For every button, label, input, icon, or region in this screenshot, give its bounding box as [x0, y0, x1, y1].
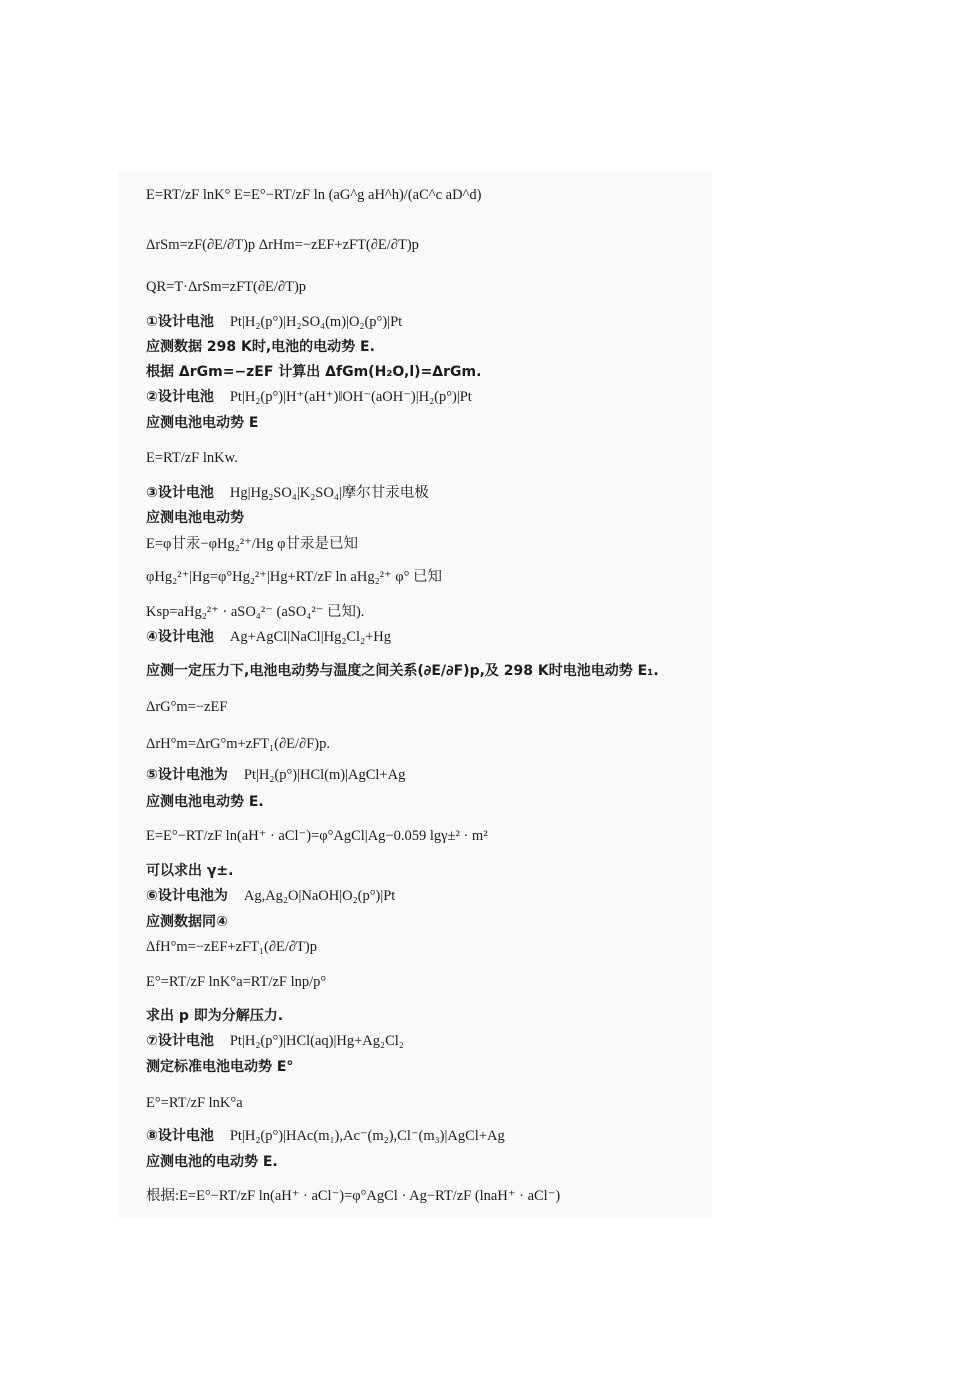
cell-notation: Pt|H₂(p°)|H⁺(aH⁺)‖OH⁻(aOH⁻)|H₂(p°)|Pt — [229, 389, 472, 405]
section-8-heading — [146, 1127, 505, 1145]
formula-line: E°=RT/zF lnK°a=RT/zF lnp/p° — [146, 974, 327, 990]
section-label: ①设计电池 — [146, 314, 214, 330]
formula-line-2: ΔrSm=zF(∂E/∂T)p ΔrHm=−zEF+zFT(∂E/∂T)p — [146, 237, 419, 253]
formula-line-1: E=RT/zF lnK° E=E°−RT/zF ln (aG^g aH^h)/(aC^c aD^d) — [146, 187, 482, 203]
formula-line: Ksp=aHg₂²⁺ · aSO₄²⁻ (aSO₄²⁻ 已知). — [146, 604, 365, 620]
text-line: 应测电池的电动势 E. — [146, 1154, 278, 1170]
text-line: 测定标准电池电动势 E° — [146, 1059, 294, 1075]
section-label: ⑥设计电池为 — [146, 888, 228, 904]
formula-line: E=E°−RT/zF ln(aH⁺ · aCl⁻)=φ°AgCl|Ag−0.059 lgγ±² · m² — [146, 828, 488, 844]
section-7-heading — [146, 1032, 404, 1050]
formula-line: ΔrH°m=ΔrG°m+zFT₁(∂E/∂F)p. — [146, 736, 330, 752]
section-label: ④设计电池 — [146, 629, 214, 645]
formula-line-3: QR=T·ΔrSm=zFT(∂E/∂T)p — [146, 279, 307, 295]
text-line: 应测电池电动势 E — [146, 415, 259, 431]
formula-line: ΔrG°m=−zEF — [146, 699, 228, 715]
cell-notation: Hg|Hg₂SO₄|K₂SO₄|摩尔甘汞电极 — [229, 485, 429, 501]
cell-notation: Pt|H₂(p°)|H₂SO₄(m)|O₂(p°)|Pt — [229, 314, 403, 330]
text-line: 应测数据 298 K时,电池的电动势 E. — [146, 339, 375, 355]
text-line: 根据 ΔrGm=−zEF 计算出 ΔfGm(H₂O,l)=ΔrGm. — [146, 364, 482, 380]
section-label: ⑤设计电池为 — [146, 767, 228, 783]
text-line: 求出 p 即为分解压力. — [146, 1008, 284, 1024]
section-3-heading — [146, 484, 429, 502]
cell-notation: Ag+AgCl|NaCl|Hg₂Cl₂+Hg — [229, 629, 392, 645]
text-line: 应测电池电动势 E. — [146, 794, 264, 810]
text-line: 应测电池电动势 — [146, 510, 244, 526]
section-label: ③设计电池 — [146, 485, 214, 501]
section-1-heading — [146, 313, 402, 331]
formula-line: E=RT/zF lnKw. — [146, 450, 238, 466]
cell-notation: Pt|H₂(p°)|HCl(aq)|Hg+Ag₂Cl₂ — [229, 1033, 404, 1049]
section-label: ②设计电池 — [146, 389, 214, 405]
formula-line: E°=RT/zF lnK°a — [146, 1095, 243, 1111]
section-5-heading — [146, 766, 405, 784]
text-line: 可以求出 γ±. — [146, 863, 234, 879]
section-label: ⑦设计电池 — [146, 1033, 214, 1049]
section-4-heading — [146, 628, 391, 646]
text-line: 应测数据同④ — [146, 914, 228, 930]
formula-line: E=φ甘汞−φHg₂²⁺/Hg φ甘汞是已知 — [146, 536, 358, 552]
cell-notation: Pt|H₂(p°)|HAc(m₁),Ac⁻(m₂),Cl⁻(m₃)|AgCl+Ag — [229, 1128, 505, 1144]
cell-notation: Pt|H₂(p°)|HCl(m)|AgCl+Ag — [243, 767, 406, 783]
formula-line: ΔfH°m=−zEF+zFT₁(∂E/∂T)p — [146, 939, 317, 955]
formula-line: φHg₂²⁺|Hg=φ°Hg₂²⁺|Hg+RT/zF ln aHg₂²⁺ φ° 已知 — [146, 569, 443, 585]
section-label: ⑧设计电池 — [146, 1128, 214, 1144]
section-2-heading — [146, 388, 472, 406]
formula-line: 根据:E=E°−RT/zF ln(aH⁺ · aCl⁻)=φ°AgCl · Ag−RT/zF (lnaH⁺ · aCl⁻) — [146, 1188, 561, 1204]
section-6-heading — [146, 887, 395, 905]
text-line: 应测一定压力下,电池电动势与温度之间关系(∂E/∂F)p,及 298 K时电池电动势 E₁. — [146, 663, 659, 679]
cell-notation: Ag,Ag₂O|NaOH|O₂(p°)|Pt — [243, 888, 396, 904]
